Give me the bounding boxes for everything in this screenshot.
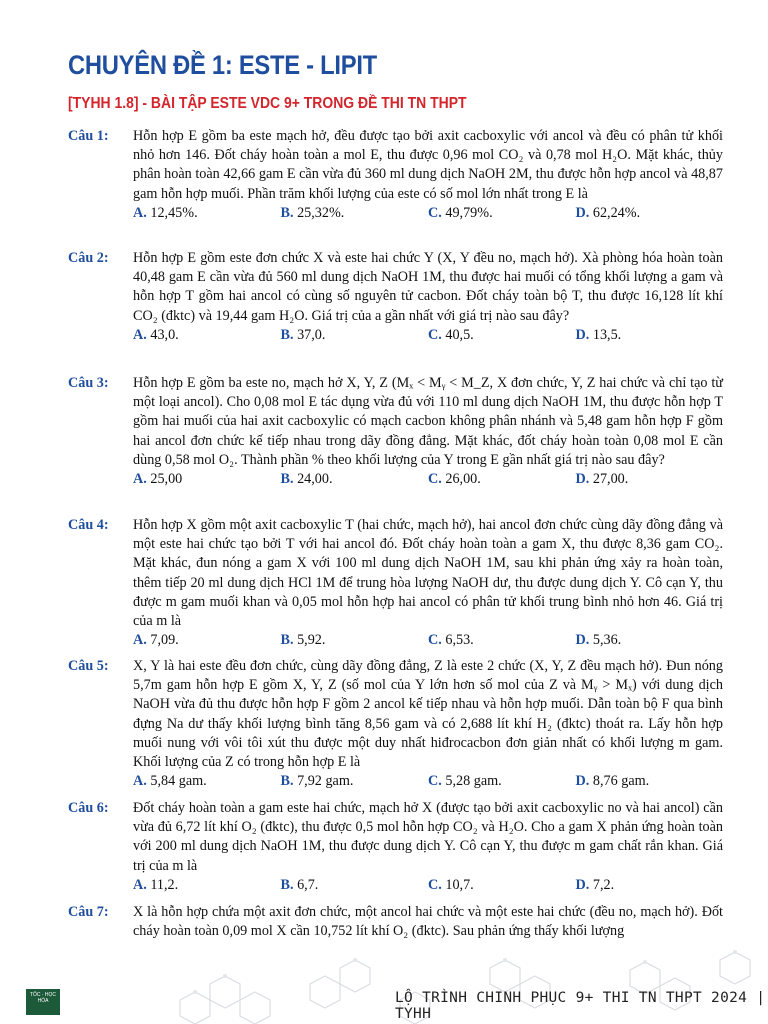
question-text: Hỗn hợp E gồm este đơn chức X và este hai chức Y (X, Y đều no, mạch hở). Xà phòng hóa hoàn toàn 40,48 gam E cần vừa đủ 560 ml dung dịch NaOH 1M, thu được hai muối có tổng khối lượng a gam và hỗn hợp T gồm hai ancol có cùng số nguyên tử cacbon. Đốt cháy toàn bộ T, thu được 16,128 lít khí CO₂ (đktc) và 19,44 gam H₂O. Giá trị của a gần nhất với giá trị nào sau đây? xyxy=(133,250,723,324)
question-2 xyxy=(68,249,723,345)
option-c: C. 26,00. xyxy=(428,471,481,488)
answer-options xyxy=(133,876,723,895)
answer-options xyxy=(133,204,723,223)
option-c: C. 5,28 gam. xyxy=(428,773,502,790)
question-text: X, Y là hai este đều đơn chức, cùng dãy đồng đẳng, Z là este 2 chức (X, Y, Z đều mạch hở). Đun nóng 5,7m gam hỗn hợp E gồm X, Y, Z (số mol của Y lớn hơn số mol của Z và Mᵧ > Mₓ) với dung dịch NaOH vừa đủ thu được hỗn hợp F gồm 2 ancol kế tiếp nhau và hỗn hợp muối. Dẫn toàn bộ F qua bình đựng Na dư thấy khối lượng bình tăng 8,56 gam và có 2,688 lít khí H₂ (đktc) thoát ra. Lấy hỗn hợp muối nung với vôi tôi xút thu được một duy nhất hiđrocacbon đơn giản nhất có khối lượng m gam. Khối lượng của Z có trong hỗn hợp E là xyxy=(133,658,723,771)
option-a: A. 5,84 gam. xyxy=(133,773,207,790)
question-text: Đốt cháy hoàn toàn a gam este hai chức, mạch hở X (được tạo bởi axit cacboxylic no và hai ancol) cần vừa đủ 6,72 lít khí O₂ (đktc), thu được 0,5 mol hỗn hợp CO₂ và H₂O. Cho a gam X phản ứng hoàn toàn với 200 ml dung dịch NaOH 1M, thu được dung dịch Y. Cô cạn Y, thu được m gam chất rắn khan. Giá trị của m là xyxy=(133,800,723,874)
question-text: Hỗn hợp X gồm một axit cacboxylic T (hai chức, mạch hở), hai ancol đơn chức cùng dãy đồng đẳng và một este hai chức tạo bởi T với hai ancol đó. Đốt cháy hoàn toàn a gam X, thu được 8,36 gam CO₂. Mặt khác, đun nóng a gam X với 100 ml dung dịch NaOH 1M, sau khi phản ứng xảy ra hoàn toàn, thêm tiếp 20 ml dung dịch HCl 1M để trung hòa lượng NaOH dư, thu được dung dịch Y. Cô cạn Y, thu được m gam muối khan và 0,05 mol hỗn hợp hai ancol có phân tử khối trung bình nhỏ hơn 46. Giá trị của m là xyxy=(133,517,723,630)
option-a: A. 11,2. xyxy=(133,876,179,893)
question-label: Câu 3: xyxy=(68,375,109,391)
question-label: Câu 4: xyxy=(68,517,109,533)
question-label: Câu 6: xyxy=(68,800,109,816)
answer-options xyxy=(133,470,723,489)
option-b: B. 6,7. xyxy=(280,876,319,893)
page-footer: LỘ TRÌNH CHINH PHỤC 9+ THI TN THPT 2024 | TYHH xyxy=(395,990,766,1022)
question-label: Câu 5: xyxy=(68,658,109,674)
option-c: C. 49,79%. xyxy=(428,204,493,221)
question-text: Hỗn hợp E gồm ba este mạch hở, đều được tạo bởi axit cacboxylic với ancol và đều có phân tử khối nhỏ hơn 146. Đốt cháy hoàn toàn a mol E, thu được 0,96 mol CO₂ và 0,78 mol H₂O. Mặt khác, thủy phân hoàn toàn 42,66 gam E cần vừa đủ 360 ml dung dịch NaOH 2M, thu được hỗn hợp ancol và 48,87 gam hỗn hợp muối. Phần trăm khối lượng của este có số mol lớn nhất trong E là xyxy=(133,128,723,202)
option-d: D. 7,2. xyxy=(575,876,615,893)
option-b: B. 7,92 gam. xyxy=(280,773,354,790)
answer-options xyxy=(133,631,723,650)
question-4 xyxy=(68,516,723,650)
option-a: A. 7,09. xyxy=(133,632,179,649)
option-c: C. 40,5. xyxy=(428,326,474,343)
question-label: Câu 1: xyxy=(68,128,109,144)
page-title: CHUYÊN ĐỀ 1: ESTE - LIPIT xyxy=(68,50,377,80)
option-d: D. 62,24%. xyxy=(575,204,641,221)
section-subtitle: [TYHH 1.8] - BÀI TẬP ESTE VDC 9+ TRONG ĐỀ THI TN THPT xyxy=(68,95,467,112)
question-label: Câu 7: xyxy=(68,904,109,920)
option-b: B. 24,00. xyxy=(280,471,333,488)
question-3 xyxy=(68,374,723,489)
question-6 xyxy=(68,799,723,895)
question-5 xyxy=(68,657,723,791)
option-a: A. 25,00 xyxy=(133,471,183,488)
option-d: D. 5,36. xyxy=(575,632,622,649)
option-b: B. 25,32%. xyxy=(280,204,345,221)
option-a: A. 43,0. xyxy=(133,326,179,343)
option-d: D. 13,5. xyxy=(575,326,622,343)
option-c: C. 10,7. xyxy=(428,876,474,893)
option-d: D. 27,00. xyxy=(575,471,629,488)
brand-logo: TÔC · HỌC HÓA xyxy=(26,989,60,1015)
question-text: Hỗn hợp E gồm ba este no, mạch hở X, Y, Z (Mₓ < Mᵧ < M_Z, X đơn chức, Y, Z hai chức và chỉ tạo từ một loại ancol). Cho 0,08 mol E tác dụng vừa đủ với 110 ml dung dịch NaOH 1M, thu được hỗn hợp T gồm hai muối của hai axit cacboxylic có mạch cacbon không phân nhánh và 5,48 gam hỗn hợp F gồm hai ancol đơn chức kế tiếp nhau trong dãy đồng đẳng. Mặt khác, đốt cháy hoàn toàn 0,08 mol E cần dùng 0,58 mol O₂. Thành phần % theo khối lượng của Y trong E gần nhất giá trị nào sau đây? xyxy=(133,375,723,468)
option-d: D. 8,76 gam. xyxy=(575,773,650,790)
question-7 xyxy=(68,903,723,941)
answer-options xyxy=(133,326,723,345)
option-a: A. 12,45%. xyxy=(133,204,198,221)
answer-options xyxy=(133,772,723,791)
question-1 xyxy=(68,127,723,223)
option-c: C. 6,53. xyxy=(428,632,474,649)
option-b: B. 37,0. xyxy=(280,326,326,343)
option-b: B. 5,92. xyxy=(280,632,326,649)
question-label: Câu 2: xyxy=(68,250,109,266)
question-text: X là hỗn hợp chứa một axit đơn chức, một ancol hai chức và một este hai chức (đều no, mạch hở). Đốt cháy hoàn toàn 0,09 mol X cần 10,752 lít khí O₂ (đktc). Sau phản ứng thấy khối lượng xyxy=(133,904,723,940)
